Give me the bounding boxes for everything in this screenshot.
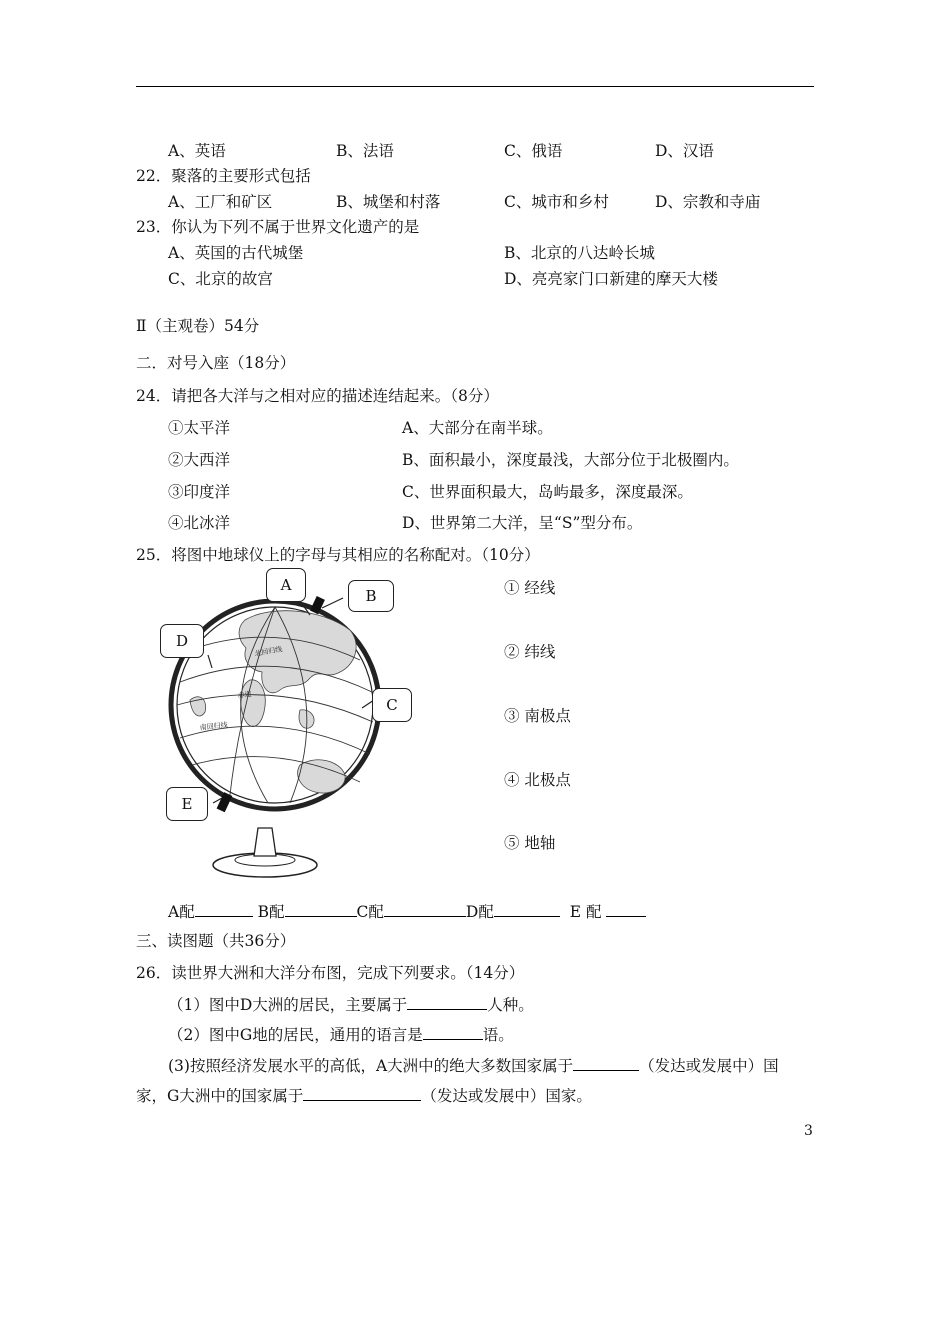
q23-option-a: A、英国的古代城堡 xyxy=(168,244,304,262)
q24-stem: 24．请把各大洋与之相对应的描述连结起来。（8分） xyxy=(136,387,499,405)
match-b-blank[interactable] xyxy=(285,900,357,917)
q25-name-4: ④ 北极点 xyxy=(504,771,571,789)
q25-name-2: ② 纬线 xyxy=(504,643,556,661)
match-c-blank[interactable] xyxy=(384,900,466,917)
q26-sub1-tail: 人种。 xyxy=(487,996,534,1014)
globe-label-e: E xyxy=(166,787,208,821)
q25-name-1: ① 经线 xyxy=(504,579,556,597)
section3-heading: 三、读图题（共36分） xyxy=(136,932,296,950)
q26-sub2-text: （2）图中G地的居民，通用的语言是 xyxy=(168,1026,423,1044)
match-a-blank[interactable] xyxy=(195,900,253,917)
tropic-of-capricorn-label: 南回归线 xyxy=(199,721,229,732)
q22-option-b: B、城堡和村落 xyxy=(336,193,441,211)
q22-stem: 22．聚落的主要形式包括 xyxy=(136,167,311,185)
q26-sub1 xyxy=(168,993,534,1016)
equator-label: 赤道 xyxy=(237,690,253,700)
page-number: 3 xyxy=(804,1123,813,1139)
q26-stem: 26．读世界大洲和大洋分布图，完成下列要求。（14分） xyxy=(136,964,525,982)
q24-ocean-1: ①太平洋 xyxy=(168,419,231,437)
q23-option-c: C、北京的故宫 xyxy=(168,270,273,288)
q25-name-3: ③ 南极点 xyxy=(504,707,571,725)
q23-stem: 23．你认为下列不属于世界文化遗产的是 xyxy=(136,218,420,236)
match-e-label: E 配 xyxy=(569,903,602,921)
q21-option-c: C、俄语 xyxy=(504,142,563,160)
globe-label-b: B xyxy=(348,580,394,612)
q24-desc-c: C、世界面积最大，岛屿最多，深度最深。 xyxy=(402,483,693,501)
match-e-blank[interactable] xyxy=(606,900,646,917)
q24-desc-a: A、大部分在南半球。 xyxy=(402,419,553,437)
q26-sub1-blank[interactable] xyxy=(407,993,487,1010)
globe-stem xyxy=(254,828,276,856)
section2-heading: 二．对号入座（18分） xyxy=(136,354,296,372)
q24-desc-b: B、面积最小，深度最浅，大部分位于北极圈内。 xyxy=(402,451,739,469)
q23-option-d: D、亮亮家门口新建的摩天大楼 xyxy=(504,270,718,288)
header-rule xyxy=(136,86,814,87)
globe-label-d: D xyxy=(160,624,204,658)
q25-match-row xyxy=(168,900,646,923)
q26-sub3-cont xyxy=(136,1084,592,1107)
part2-title: Ⅱ（主观卷）54分 xyxy=(136,317,260,335)
q26-sub3-blank-a[interactable] xyxy=(573,1054,639,1071)
q26-sub3-text: (3)按照经济发展水平的高低，A大洲中的绝大多数国家属于 xyxy=(168,1057,574,1075)
q26-sub3-blank-g[interactable] xyxy=(303,1084,421,1101)
match-d-label: D配 xyxy=(465,903,494,921)
q26-sub3-cont-tail: （发达或发展中）国家。 xyxy=(421,1087,592,1105)
q26-sub2-blank[interactable] xyxy=(423,1023,483,1040)
globe-label-c: C xyxy=(372,688,412,722)
q25-stem: 25．将图中地球仪上的字母与其相应的名称配对。（10分） xyxy=(136,546,540,564)
q24-ocean-3: ③印度洋 xyxy=(168,483,231,501)
q22-option-d: D、宗教和寺庙 xyxy=(655,193,761,211)
q24-desc-d: D、世界第二大洋，呈“S”型分布。 xyxy=(402,514,643,532)
q26-sub1-text: （1）图中D大洲的居民，主要属于 xyxy=(168,996,408,1014)
q22-option-a: A、工厂和矿区 xyxy=(168,193,273,211)
q25-name-5: ⑤ 地轴 xyxy=(504,834,556,852)
q26-sub3 xyxy=(168,1054,779,1077)
match-a-label: A配 xyxy=(168,903,195,921)
q21-option-b: B、法语 xyxy=(336,142,394,160)
q24-ocean-4: ④北冰洋 xyxy=(168,514,231,532)
q26-sub3-tail: （发达或发展中）国 xyxy=(639,1057,779,1075)
tropic-of-cancer-label: 北回归线 xyxy=(253,645,283,658)
match-b-label: B配 xyxy=(257,903,285,921)
q26-sub2-tail: 语。 xyxy=(482,1026,514,1044)
q22-option-c: C、城市和乡村 xyxy=(504,193,609,211)
globe-label-a: A xyxy=(266,568,306,602)
q24-ocean-2: ②大西洋 xyxy=(168,451,231,469)
q21-option-d: D、汉语 xyxy=(655,142,714,160)
q21-option-a: A、英语 xyxy=(168,142,226,160)
match-c-label: C配 xyxy=(356,903,384,921)
q26-sub3-cont-text: 家，G大洲中的国家属于 xyxy=(136,1087,304,1105)
match-d-blank[interactable] xyxy=(494,900,560,917)
q26-sub2 xyxy=(168,1023,514,1046)
q23-option-b: B、北京的八达岭长城 xyxy=(504,244,655,262)
